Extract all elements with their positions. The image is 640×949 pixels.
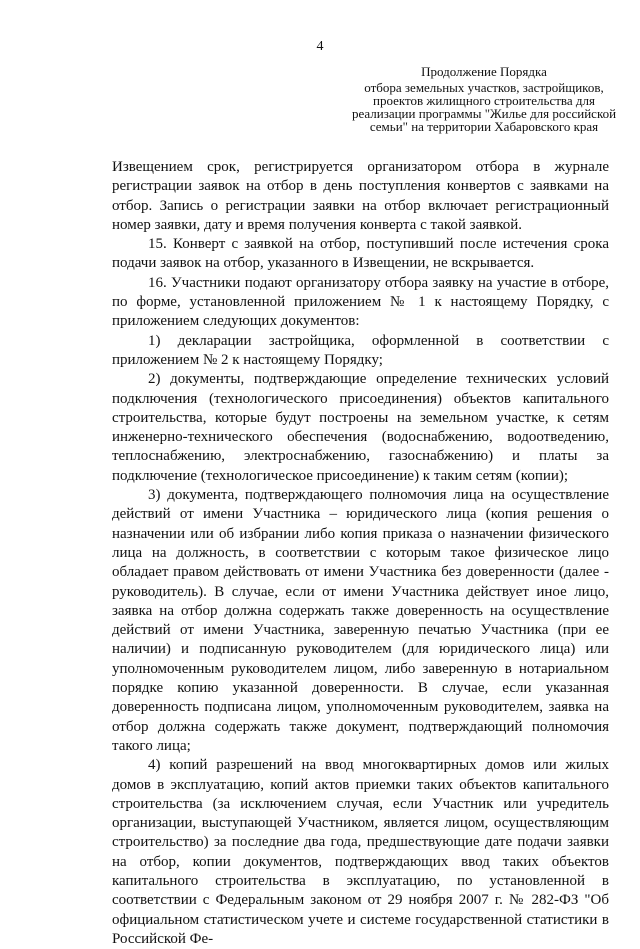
paragraph-subitem-2: 2) документы, подтверждающие определение технических условий подключения (технологического присоединения) объектов капитального строительства, которые будут построены на земельном участке, к сетям инженерно-технического обеспечения (водоснабжению, водоотведению, теплоснабжению, электроснабжению, газоснабжению) и платы за подключение (технологическое присоединение) к таким сетям (копии); bbox=[112, 371, 609, 484]
paragraph-item-15: 15. Конверт с заявкой на отбор, поступивший после истечения срока подачи заявок на отбор, указанного в Извещении, не вскрывается. bbox=[112, 236, 609, 272]
document-body bbox=[112, 158, 609, 949]
header-title: Продолжение Порядка bbox=[421, 64, 547, 79]
document-header bbox=[350, 65, 618, 133]
paragraph-subitem-4: 4) копий разрешений на ввод многоквартирных домов или жилых домов в эксплуатацию, копий актов приемки таких объектов капитального строительства (за исключением случая, если Участник или учредитель организации, выступающей Участником, является лицом, осуществляющим строительство) за последние два года, предшествующие дате подачи заявки на отбор, копии документов, подтверждающих ввод таких объектов капитального строительства в эксплуатацию, по установленной в соответствии с Федеральным законом от 29 ноября 2007 г. № 282-ФЗ "Об официальном статистическом учете и системе государственной статистики в Российской Фе- bbox=[112, 757, 609, 947]
paragraph-item-16: 16. Участники подают организатору отбора заявку на участие в отборе, по форме, установленной приложением № 1 к настоящему Порядку, с приложением следующих документов: bbox=[112, 274, 609, 330]
paragraph-subitem-3: 3) документа, подтверждающего полномочия лица на осуществление действий от имени Участника – юридического лица (копия решения о назначении или об избрании либо копия приказа о назначении физического лица на должность, в соответствии с которым такое физическое лицо обладает правом действовать от имени Участника без доверенности (далее - руководитель). В случае, если от имени Участника действует иное лицо, заявка на отбор должна содержать также доверенность на осуществление действий от имени Участника, заверенную печатью Участника (при ее наличии) и подписанную руководителем (для юридического лица) или уполномоченным руководителем лицом, либо заверенную в нотариальном порядке копию указанной доверенности. В случае, если указанная доверенность подписана лицом, уполномоченным руководителем, заявка на отбор должна содержать также документ, подтверждающий полномочия такого лица; bbox=[112, 487, 609, 754]
paragraph-subitem-1: 1) декларации застройщика, оформленной в соответствии с приложением № 2 к настоящему Порядку; bbox=[112, 332, 609, 368]
header-subtitle: отбора земельных участков, застройщиков, проектов жилищного строительства для реализации программы "Жилье для российской семьи" на территории Хабаровского края bbox=[351, 80, 617, 134]
paragraph-continuation: Извещением срок, регистрируется организатором отбора в журнале регистрации заявок на отбор в день поступления конвертов с заявками на отбор. Запись о регистрации заявки на отбор включает регистрационный номер заявки, дату и время получения конверта с такой заявкой. bbox=[112, 159, 609, 233]
page-number: 4 bbox=[316, 39, 324, 54]
